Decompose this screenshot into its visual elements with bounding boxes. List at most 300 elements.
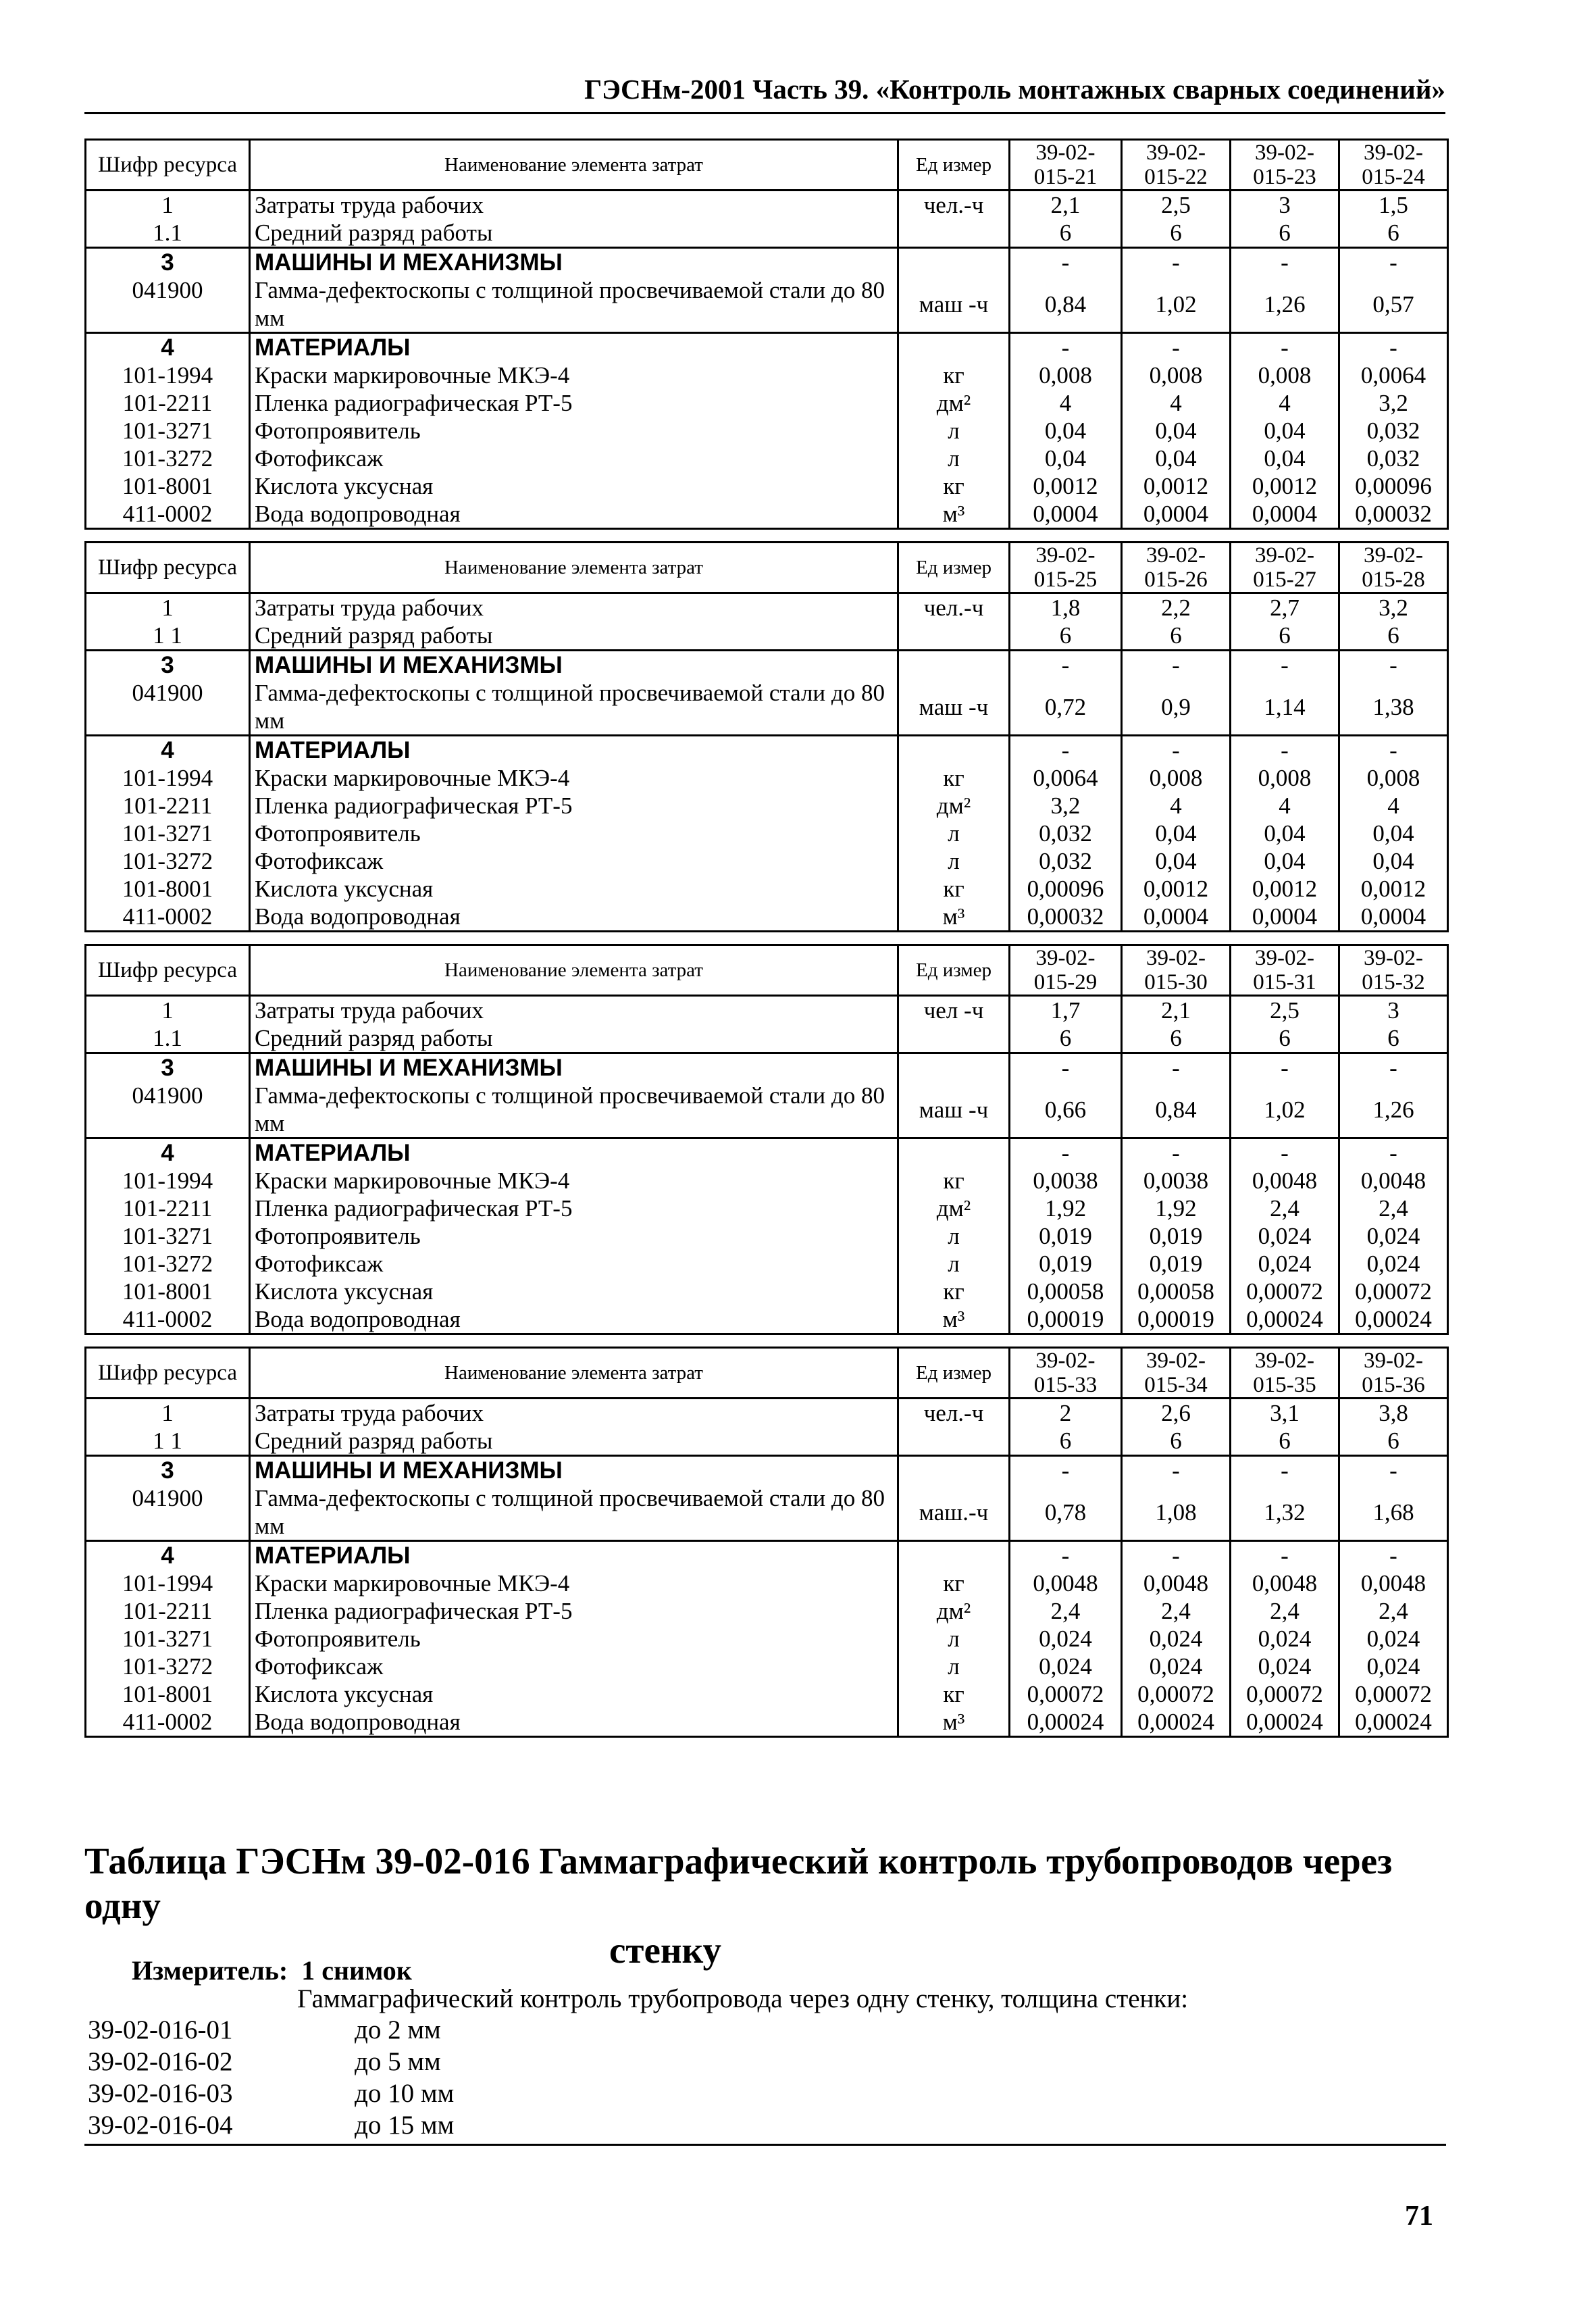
cell-value: 0,00024 bbox=[1231, 1708, 1339, 1737]
cell-name: МАШИНЫ И МЕХАНИЗМЫ bbox=[250, 248, 898, 277]
cell-code: 041900 bbox=[86, 1082, 250, 1138]
cell-value: 2,4 bbox=[1231, 1597, 1339, 1625]
table-row bbox=[86, 875, 1448, 903]
column-header-norm-code bbox=[1122, 945, 1231, 996]
codes-list bbox=[88, 2014, 454, 2141]
cell-value: 6 bbox=[1231, 1024, 1339, 1053]
cell-value: - bbox=[1339, 1138, 1448, 1167]
cell-value: 6 bbox=[1231, 219, 1339, 248]
cell-value: 2,1 bbox=[1122, 996, 1231, 1025]
cell-value: 0,024 bbox=[1339, 1653, 1448, 1680]
work-description: Гаммаграфический контроль трубопровода через одну стенку, толщина стенки: bbox=[297, 1984, 1189, 2013]
cell-value: - bbox=[1010, 248, 1122, 277]
cell-value: 0,0048 bbox=[1231, 1167, 1339, 1194]
cell-value: - bbox=[1122, 248, 1231, 277]
cell-value: 0,04 bbox=[1231, 445, 1339, 472]
cell-unit bbox=[898, 651, 1010, 680]
norm-code: 39-02-016-03 bbox=[88, 2079, 233, 2108]
list-item bbox=[88, 2014, 454, 2046]
cell-name: Кислота уксусная bbox=[250, 875, 898, 903]
cell-name: Пленка радиографическая РТ-5 bbox=[250, 1194, 898, 1222]
cell-unit bbox=[898, 248, 1010, 277]
cell-code: 101-2211 bbox=[86, 1597, 250, 1625]
cell-value: 0,04 bbox=[1339, 847, 1448, 875]
cell-unit: маш -ч bbox=[898, 1082, 1010, 1138]
cell-code: 3 bbox=[86, 248, 250, 277]
cell-name: Вода водопроводная bbox=[250, 500, 898, 529]
cell-value: - bbox=[1231, 1053, 1339, 1082]
norm-code-top: 39-02- bbox=[1364, 543, 1423, 568]
cell-unit: кг bbox=[898, 1569, 1010, 1597]
cell-value: 1,38 bbox=[1339, 679, 1448, 736]
cell-value: 4 bbox=[1010, 389, 1122, 417]
cell-value: 0,00024 bbox=[1122, 1708, 1231, 1737]
column-header-norm-code bbox=[1122, 1348, 1231, 1399]
cell-value: 0,024 bbox=[1339, 1250, 1448, 1278]
cell-unit: чел.-ч bbox=[898, 1399, 1010, 1428]
cell-name: Гамма-дефектоскопы с толщиной просвечиваемой стали до 80 мм bbox=[250, 1484, 898, 1541]
cell-unit bbox=[898, 219, 1010, 248]
table-row bbox=[86, 500, 1448, 529]
cell-value: 2,5 bbox=[1231, 996, 1339, 1025]
cell-value: 2,4 bbox=[1010, 1597, 1122, 1625]
table-row bbox=[86, 191, 1448, 220]
cell-value: 1,02 bbox=[1122, 276, 1231, 333]
cell-value: 0,04 bbox=[1010, 445, 1122, 472]
cell-unit bbox=[898, 1456, 1010, 1485]
cell-code: 1 1 bbox=[86, 1427, 250, 1456]
cell-name: Затраты труда рабочих bbox=[250, 191, 898, 220]
resource-table bbox=[84, 541, 1449, 932]
norm-code-bottom: 015-31 bbox=[1253, 970, 1316, 995]
table-row bbox=[86, 1024, 1448, 1053]
cell-value: 0,0038 bbox=[1122, 1167, 1231, 1194]
cell-value: 0,0004 bbox=[1231, 903, 1339, 932]
cell-name: Фотофиксаж bbox=[250, 1250, 898, 1278]
cell-name: Краски маркировочные МКЭ-4 bbox=[250, 1167, 898, 1194]
cell-code: 1 bbox=[86, 1399, 250, 1428]
cell-code: 4 bbox=[86, 736, 250, 765]
list-item bbox=[88, 2109, 454, 2141]
cell-unit: дм² bbox=[898, 1194, 1010, 1222]
cell-unit: л bbox=[898, 1625, 1010, 1653]
cell-value: - bbox=[1339, 736, 1448, 765]
table-row bbox=[86, 1305, 1448, 1334]
cell-value: 0,00024 bbox=[1231, 1305, 1339, 1334]
table-row bbox=[86, 1427, 1448, 1456]
column-header-norm-code bbox=[1122, 543, 1231, 593]
cell-code: 101-3271 bbox=[86, 820, 250, 847]
cell-unit: чел -ч bbox=[898, 996, 1010, 1025]
cell-name: Средний разряд работы bbox=[250, 1024, 898, 1053]
cell-unit: дм² bbox=[898, 792, 1010, 820]
column-header-unit: Ед измер bbox=[898, 945, 1010, 996]
cell-code: 411-0002 bbox=[86, 903, 250, 932]
cell-value: - bbox=[1339, 1053, 1448, 1082]
cell-value: - bbox=[1122, 736, 1231, 765]
cell-value: 0,019 bbox=[1122, 1222, 1231, 1250]
cell-value: 0,024 bbox=[1339, 1625, 1448, 1653]
cell-value: 0,024 bbox=[1231, 1222, 1339, 1250]
cell-value: 0,84 bbox=[1010, 276, 1122, 333]
cell-value: 3,2 bbox=[1010, 792, 1122, 820]
table-row bbox=[86, 1167, 1448, 1194]
cell-value: - bbox=[1122, 1456, 1231, 1485]
column-header-norm-code bbox=[1231, 1348, 1339, 1399]
cell-value: 0,0004 bbox=[1122, 903, 1231, 932]
cell-name: Средний разряд работы bbox=[250, 219, 898, 248]
meter-label: Измеритель: bbox=[132, 1955, 288, 1986]
cell-code: 3 bbox=[86, 1456, 250, 1485]
cell-code: 101-3272 bbox=[86, 445, 250, 472]
cell-name: Фотопроявитель bbox=[250, 1625, 898, 1653]
cell-unit: чел.-ч bbox=[898, 191, 1010, 220]
cell-code: 101-3271 bbox=[86, 1625, 250, 1653]
norm-code-top: 39-02- bbox=[1035, 1349, 1096, 1373]
cell-name: МАШИНЫ И МЕХАНИЗМЫ bbox=[250, 651, 898, 680]
cell-unit: м³ bbox=[898, 1305, 1010, 1334]
cell-code: 041900 bbox=[86, 276, 250, 333]
wall-thickness: до 15 мм bbox=[355, 2111, 455, 2140]
cell-name: Фотопроявитель bbox=[250, 820, 898, 847]
cell-value: 6 bbox=[1122, 219, 1231, 248]
cell-value: - bbox=[1010, 1053, 1122, 1082]
cell-value: 0,04 bbox=[1010, 417, 1122, 445]
cell-code: 101-2211 bbox=[86, 792, 250, 820]
cell-code: 3 bbox=[86, 1053, 250, 1082]
column-header-code: Шифр ресурса bbox=[86, 543, 250, 593]
resource-table bbox=[84, 1347, 1449, 1738]
table-row bbox=[86, 389, 1448, 417]
cell-value: 0,019 bbox=[1122, 1250, 1231, 1278]
cell-value: 0,032 bbox=[1010, 820, 1122, 847]
column-header-code: Шифр ресурса bbox=[86, 140, 250, 191]
cell-name: Затраты труда рабочих bbox=[250, 996, 898, 1025]
codes-divider bbox=[84, 2144, 1446, 2146]
cell-value: 0,032 bbox=[1339, 445, 1448, 472]
cell-value: 0,00024 bbox=[1010, 1708, 1122, 1737]
column-header-code: Шифр ресурса bbox=[86, 1348, 250, 1399]
cell-value: 0,04 bbox=[1122, 820, 1231, 847]
cell-value: - bbox=[1231, 333, 1339, 362]
cell-value: 0,024 bbox=[1010, 1625, 1122, 1653]
table-row bbox=[86, 903, 1448, 932]
cell-value: 0,00072 bbox=[1231, 1278, 1339, 1305]
cell-value: 2,5 bbox=[1122, 191, 1231, 220]
table-row bbox=[86, 1456, 1448, 1485]
cell-value: 4 bbox=[1122, 389, 1231, 417]
cell-value: 0,0048 bbox=[1231, 1569, 1339, 1597]
page-header: ГЭСНм-2001 Часть 39. «Контроль монтажных сварных соединений» bbox=[84, 73, 1445, 114]
cell-value: - bbox=[1010, 651, 1122, 680]
cell-value: 0,0004 bbox=[1231, 500, 1339, 529]
cell-value: - bbox=[1339, 248, 1448, 277]
cell-unit: кг bbox=[898, 361, 1010, 389]
cell-value: 0,00032 bbox=[1339, 500, 1448, 529]
table-row bbox=[86, 593, 1448, 622]
table-row bbox=[86, 1625, 1448, 1653]
table-row bbox=[86, 736, 1448, 765]
cell-unit: м³ bbox=[898, 903, 1010, 932]
cell-value: 0,00096 bbox=[1339, 472, 1448, 500]
table-row bbox=[86, 1250, 1448, 1278]
cell-value: 0,00024 bbox=[1339, 1708, 1448, 1737]
cell-unit: кг bbox=[898, 764, 1010, 792]
cell-name: Пленка радиографическая РТ-5 bbox=[250, 1597, 898, 1625]
cell-value: 0,84 bbox=[1122, 1082, 1231, 1138]
cell-code: 041900 bbox=[86, 679, 250, 736]
cell-value: 3 bbox=[1231, 191, 1339, 220]
cell-unit: л bbox=[898, 820, 1010, 847]
cell-code: 411-0002 bbox=[86, 500, 250, 529]
cell-value: 0,57 bbox=[1339, 276, 1448, 333]
table-row bbox=[86, 1194, 1448, 1222]
list-item bbox=[88, 2078, 454, 2109]
cell-unit: кг bbox=[898, 1680, 1010, 1708]
wall-thickness: до 2 мм bbox=[355, 2015, 441, 2044]
cell-value: - bbox=[1122, 1138, 1231, 1167]
norm-code-top: 39-02- bbox=[1255, 946, 1314, 970]
table-row bbox=[86, 472, 1448, 500]
page-number: 71 bbox=[1405, 2200, 1433, 2232]
cell-name: МАТЕРИАЛЫ bbox=[250, 1138, 898, 1167]
cell-value: - bbox=[1339, 1541, 1448, 1570]
cell-value: 0,00019 bbox=[1122, 1305, 1231, 1334]
cell-value: 0,024 bbox=[1339, 1222, 1448, 1250]
cell-value: 6 bbox=[1122, 622, 1231, 651]
cell-name: Средний разряд работы bbox=[250, 1427, 898, 1456]
cell-value: 6 bbox=[1231, 1427, 1339, 1456]
table-row bbox=[86, 248, 1448, 277]
cell-value: 3 bbox=[1339, 996, 1448, 1025]
cell-value: 0,00024 bbox=[1339, 1305, 1448, 1334]
cell-value: 2,1 bbox=[1010, 191, 1122, 220]
cell-value: - bbox=[1122, 1053, 1231, 1082]
cell-value: 0,04 bbox=[1231, 417, 1339, 445]
norm-code-bottom: 015-22 bbox=[1144, 165, 1208, 189]
cell-name: МАТЕРИАЛЫ bbox=[250, 736, 898, 765]
column-header-name: Наименование элемента затрат bbox=[250, 543, 898, 593]
cell-value: 6 bbox=[1010, 1427, 1122, 1456]
norm-code-top: 39-02- bbox=[1146, 543, 1206, 568]
table-row bbox=[86, 219, 1448, 248]
norm-code-bottom: 015-26 bbox=[1144, 568, 1208, 592]
cell-value: 6 bbox=[1122, 1427, 1231, 1456]
cell-value: - bbox=[1122, 651, 1231, 680]
cell-value: 1,5 bbox=[1339, 191, 1448, 220]
cell-unit: м³ bbox=[898, 1708, 1010, 1737]
norm-code-bottom: 015-32 bbox=[1362, 970, 1425, 995]
cell-value: 0,0004 bbox=[1122, 500, 1231, 529]
norm-code: 39-02-016-04 bbox=[88, 2111, 233, 2140]
cell-value: 0,00072 bbox=[1339, 1680, 1448, 1708]
column-header-code: Шифр ресурса bbox=[86, 945, 250, 996]
cell-value: 1,32 bbox=[1231, 1484, 1339, 1541]
table-row bbox=[86, 1569, 1448, 1597]
cell-value: 0,0012 bbox=[1122, 472, 1231, 500]
cell-value: 1,08 bbox=[1122, 1484, 1231, 1541]
cell-name: Средний разряд работы bbox=[250, 622, 898, 651]
cell-code: 101-1994 bbox=[86, 1569, 250, 1597]
cell-value: - bbox=[1010, 736, 1122, 765]
cell-code: 1.1 bbox=[86, 1024, 250, 1053]
column-header-norm-code bbox=[1339, 945, 1448, 996]
cell-value: 0,008 bbox=[1231, 361, 1339, 389]
cell-name: Вода водопроводная bbox=[250, 903, 898, 932]
cell-value: 0,00072 bbox=[1231, 1680, 1339, 1708]
norm-code-top: 39-02- bbox=[1035, 141, 1096, 165]
cell-unit: маш -ч bbox=[898, 679, 1010, 736]
cell-code: 4 bbox=[86, 333, 250, 362]
cell-value: - bbox=[1339, 651, 1448, 680]
cell-value: 0,0012 bbox=[1231, 472, 1339, 500]
cell-value: 0,00019 bbox=[1010, 1305, 1122, 1334]
column-header-norm-code bbox=[1339, 140, 1448, 191]
cell-value: 0,032 bbox=[1339, 417, 1448, 445]
table-row bbox=[86, 764, 1448, 792]
column-header-norm-code bbox=[1231, 543, 1339, 593]
cell-value: 0,04 bbox=[1339, 820, 1448, 847]
cell-name: Гамма-дефектоскопы с толщиной просвечиваемой стали до 80 мм bbox=[250, 276, 898, 333]
column-header-norm-code bbox=[1339, 1348, 1448, 1399]
norm-code-bottom: 015-21 bbox=[1033, 165, 1098, 189]
norm-code-top: 39-02- bbox=[1146, 946, 1206, 970]
cell-code: 1 bbox=[86, 593, 250, 622]
cell-code: 101-8001 bbox=[86, 1680, 250, 1708]
cell-name: Фотофиксаж bbox=[250, 445, 898, 472]
cell-unit: кг bbox=[898, 1167, 1010, 1194]
cell-value: 0,0064 bbox=[1010, 764, 1122, 792]
column-header-unit: Ед измер bbox=[898, 140, 1010, 191]
norm-code-bottom: 015-36 bbox=[1362, 1373, 1425, 1397]
cell-code: 1 bbox=[86, 191, 250, 220]
norm-code-top: 39-02- bbox=[1364, 141, 1423, 165]
norm-code-bottom: 015-24 bbox=[1362, 165, 1425, 189]
cell-value: 0,0048 bbox=[1339, 1167, 1448, 1194]
cell-value: 2,2 bbox=[1122, 593, 1231, 622]
cell-value: 0,008 bbox=[1339, 764, 1448, 792]
column-header-unit: Ед измер bbox=[898, 543, 1010, 593]
cell-code: 411-0002 bbox=[86, 1305, 250, 1334]
cell-unit: м³ bbox=[898, 500, 1010, 529]
resource-table bbox=[84, 944, 1449, 1335]
norm-code-bottom: 015-30 bbox=[1144, 970, 1208, 995]
cell-value: 1,92 bbox=[1122, 1194, 1231, 1222]
cell-value: 1,68 bbox=[1339, 1484, 1448, 1541]
cell-unit: л bbox=[898, 1222, 1010, 1250]
cell-code: 101-8001 bbox=[86, 1278, 250, 1305]
cell-value: 0,04 bbox=[1122, 445, 1231, 472]
table-title-line1: Таблица ГЭСНм 39-02-016 Гаммаграфический контроль трубопроводов через одну bbox=[84, 1840, 1393, 1926]
cell-unit: кг bbox=[898, 875, 1010, 903]
column-header-unit: Ед измер bbox=[898, 1348, 1010, 1399]
norm-code-top: 39-02- bbox=[1255, 141, 1314, 165]
norm-code-bottom: 015-34 bbox=[1144, 1373, 1208, 1397]
norm-code-top: 39-02- bbox=[1364, 1349, 1423, 1373]
cell-value: 0,008 bbox=[1122, 764, 1231, 792]
list-item bbox=[88, 2046, 454, 2078]
cell-name: МАТЕРИАЛЫ bbox=[250, 1541, 898, 1570]
table-row bbox=[86, 417, 1448, 445]
cell-value: 0,0064 bbox=[1339, 361, 1448, 389]
wall-thickness: до 10 мм bbox=[355, 2079, 455, 2108]
cell-value: 0,00058 bbox=[1122, 1278, 1231, 1305]
cell-code: 101-3272 bbox=[86, 1250, 250, 1278]
cell-unit: кг bbox=[898, 1278, 1010, 1305]
cell-value: 0,0004 bbox=[1339, 903, 1448, 932]
cell-value: 0,0012 bbox=[1122, 875, 1231, 903]
cell-code: 101-2211 bbox=[86, 1194, 250, 1222]
cell-unit: л bbox=[898, 417, 1010, 445]
cell-name: Фотопроявитель bbox=[250, 1222, 898, 1250]
cell-value: 0,032 bbox=[1010, 847, 1122, 875]
column-header-norm-code bbox=[1010, 1348, 1122, 1399]
table-row bbox=[86, 820, 1448, 847]
cell-value: 0,024 bbox=[1231, 1250, 1339, 1278]
cell-value: 0,0004 bbox=[1010, 500, 1122, 529]
cell-unit bbox=[898, 622, 1010, 651]
cell-value: 6 bbox=[1339, 219, 1448, 248]
cell-value: - bbox=[1010, 1456, 1122, 1485]
cell-value: - bbox=[1010, 333, 1122, 362]
cell-value: 0,0048 bbox=[1339, 1569, 1448, 1597]
cell-code: 101-1994 bbox=[86, 764, 250, 792]
cell-unit: дм² bbox=[898, 389, 1010, 417]
cell-value: - bbox=[1010, 1541, 1122, 1570]
meter bbox=[132, 1955, 412, 1986]
cell-value: 0,00072 bbox=[1010, 1680, 1122, 1708]
table-row bbox=[86, 1082, 1448, 1138]
cell-value: 6 bbox=[1010, 1024, 1122, 1053]
table-row bbox=[86, 1222, 1448, 1250]
cell-name: Затраты труда рабочих bbox=[250, 593, 898, 622]
cell-unit bbox=[898, 736, 1010, 765]
cell-unit bbox=[898, 1541, 1010, 1570]
table-title-line2: стенку bbox=[609, 1930, 721, 1971]
norm-code-top: 39-02- bbox=[1255, 1349, 1314, 1373]
cell-code: 1 bbox=[86, 996, 250, 1025]
cell-value: 6 bbox=[1231, 622, 1339, 651]
cell-code: 3 bbox=[86, 651, 250, 680]
cell-name: Фотопроявитель bbox=[250, 417, 898, 445]
cell-value: 0,008 bbox=[1231, 764, 1339, 792]
cell-code: 101-8001 bbox=[86, 472, 250, 500]
cell-code: 1.1 bbox=[86, 219, 250, 248]
cell-value: 3,1 bbox=[1231, 1399, 1339, 1428]
cell-value: 1,8 bbox=[1010, 593, 1122, 622]
cell-unit: кг bbox=[898, 472, 1010, 500]
cell-unit bbox=[898, 1024, 1010, 1053]
norm-code-bottom: 015-28 bbox=[1362, 568, 1425, 592]
cell-value: 0,00032 bbox=[1010, 903, 1122, 932]
column-header-norm-code bbox=[1231, 140, 1339, 191]
cell-value: - bbox=[1122, 1541, 1231, 1570]
cell-value: 0,024 bbox=[1122, 1653, 1231, 1680]
cell-name: Гамма-дефектоскопы с толщиной просвечиваемой стали до 80 мм bbox=[250, 1082, 898, 1138]
cell-value: 0,0012 bbox=[1339, 875, 1448, 903]
cell-value: 4 bbox=[1122, 792, 1231, 820]
cell-value: 0,78 bbox=[1010, 1484, 1122, 1541]
table-title bbox=[84, 1839, 1449, 1973]
cell-code: 101-3272 bbox=[86, 1653, 250, 1680]
cell-value: 2,4 bbox=[1122, 1597, 1231, 1625]
table-row bbox=[86, 622, 1448, 651]
table-row bbox=[86, 1484, 1448, 1541]
norm-code-top: 39-02- bbox=[1146, 141, 1206, 165]
cell-unit: л bbox=[898, 445, 1010, 472]
cell-code: 101-3272 bbox=[86, 847, 250, 875]
cell-value: 0,019 bbox=[1010, 1250, 1122, 1278]
